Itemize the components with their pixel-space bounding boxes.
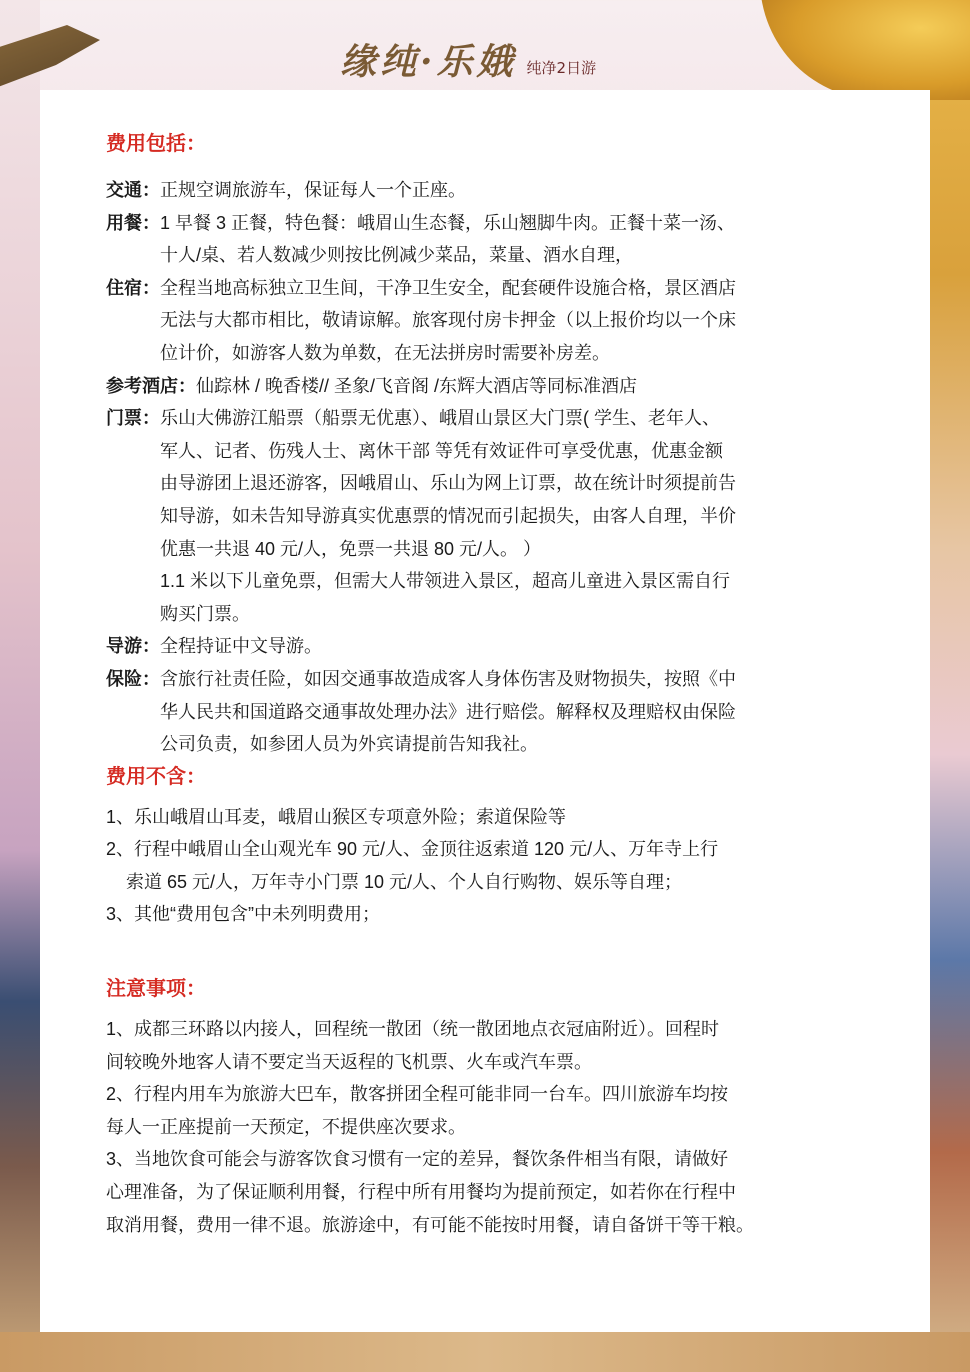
note-line: 取消用餐，费用一律不退。旅游途中，有可能不能按时用餐，请自备饼干等干粮。 <box>106 1214 754 1235</box>
item-line: 军人、记者、伤残人士、离休干部 等凭有效证件可享受优惠，优惠金额 <box>160 440 723 461</box>
item-line: 知导游，如未告知导游真实优惠票的情况而引起损失，由客人自理，半价 <box>160 505 736 526</box>
note-line: 2、行程内用车为旅游大巴车，散客拼团全程可能非同一台车。四川旅游车均按 <box>106 1084 729 1105</box>
excluded-item <box>106 801 836 834</box>
right-border-decoration <box>930 0 970 1372</box>
item-line: 由导游团上退还游客，因峨眉山、乐山为网上订票，故在统计时须提前告 <box>160 473 736 494</box>
item-label: 导游： <box>106 636 160 657</box>
included-item-transport <box>106 174 836 207</box>
excluded-item <box>106 898 836 931</box>
included-item-tickets <box>106 402 836 630</box>
item-line: 公司负责，如参团人员为外宾请提前告知我社。 <box>160 734 538 755</box>
item-line: 优惠一共退 40 元/人，免票一共退 80 元/人。 ） <box>160 538 542 559</box>
item-line: 1.1 米以下儿童免票，但需大人带领进入景区，超高儿童进入景区需自行 <box>160 571 731 592</box>
item-line: 华人民共和国道路交通事故处理办法》进行赔偿。解释权及理赔权由保险 <box>160 701 736 722</box>
item-line: 全程持证中文导游。 <box>160 636 322 657</box>
bottom-border-decoration <box>0 1332 970 1372</box>
included-item-lodging <box>106 272 836 370</box>
item-label: 住宿： <box>106 277 160 298</box>
item-line: 1 早餐 3 正餐，特色餐：峨眉山生态餐，乐山翘脚牛肉。正餐十菜一汤、 <box>160 212 736 233</box>
included-item-guide <box>106 630 836 663</box>
brand-logo: 缘纯·乐娥 <box>340 41 517 83</box>
item-label: 参考酒店： <box>106 375 196 396</box>
excluded-line: 3、其他“费用包含”中未列明费用； <box>106 904 380 925</box>
header <box>340 38 596 86</box>
note-line: 1、成都三环路以内接人，回程统一散团（统一散团地点衣冠庙附近）。回程时 <box>106 1019 720 1040</box>
item-line: 全程当地高标独立卫生间，干净卫生安全，配套硬件设施合格，景区酒店 <box>160 277 736 298</box>
item-line: 购买门票。 <box>160 603 250 624</box>
included-item-insurance <box>106 663 836 761</box>
excluded-item <box>106 833 836 898</box>
note-line: 3、当地饮食可能会与游客饮食习惯有一定的差异，餐饮条件相当有限，请做好 <box>106 1149 729 1170</box>
item-line: 含旅行社责任险，如因交通事故造成客人身体伤害及财物损失，按照《中 <box>160 668 736 689</box>
included-item-meals <box>106 207 836 272</box>
note-item <box>106 1143 836 1241</box>
left-border-decoration <box>0 0 40 1372</box>
note-item <box>106 1013 836 1078</box>
item-label: 交通： <box>106 180 160 200</box>
item-label: 保险： <box>106 668 160 689</box>
included-item-hotels <box>106 370 836 403</box>
document-body <box>106 128 836 1241</box>
section-title-notes: 注意事项： <box>106 978 206 1001</box>
section-title-included: 费用包括： <box>106 133 206 155</box>
item-label: 用餐： <box>106 212 160 233</box>
item-line: 无法与大都市相比，敬请谅解。旅客现付房卡押金（以上报价均以一个床 <box>160 310 736 331</box>
page-subtitle: 纯净2日游 <box>526 59 597 77</box>
note-line: 心理准备，为了保证顺利用餐，行程中所有用餐均为提前预定，如若你在行程中 <box>106 1182 736 1203</box>
excluded-line: 索道 65 元/人，万年寺小门票 10 元/人、个人自行购物、娱乐等自理； <box>126 871 683 892</box>
golden-buddha-image <box>760 0 970 100</box>
item-line: 仙踪林 / 晚香楼// 圣象/飞音阁 /东辉大酒店等同标准酒店 <box>196 375 638 396</box>
excluded-line: 2、行程中峨眉山全山观光车 90 元/人、金顶往返索道 120 元/人、万年寺上行 <box>106 839 719 860</box>
item-line: 乐山大佛游江船票（船票无优惠）、峨眉山景区大门票( 学生、老年人、 <box>160 408 720 429</box>
excluded-line: 1、乐山峨眉山耳麦，峨眉山猴区专项意外险；索道保险等 <box>106 806 567 827</box>
section-title-excluded: 费用不含： <box>106 765 206 788</box>
note-line: 每人一正座提前一天预定，不提供座次要求。 <box>106 1116 466 1137</box>
item-line: 正规空调旅游车，保证每人一个正座。 <box>160 180 466 200</box>
item-line: 位计价，如游客人数为单数，在无法拼房时需要补房差。 <box>160 342 610 363</box>
note-line: 间较晚外地客人请不要定当天返程的飞机票、火车或汽车票。 <box>106 1051 592 1072</box>
item-label: 门票： <box>106 408 160 429</box>
note-item <box>106 1078 836 1143</box>
item-line: 十人/桌、若人数减少则按比例减少菜品，菜量、酒水自理， <box>160 245 633 266</box>
